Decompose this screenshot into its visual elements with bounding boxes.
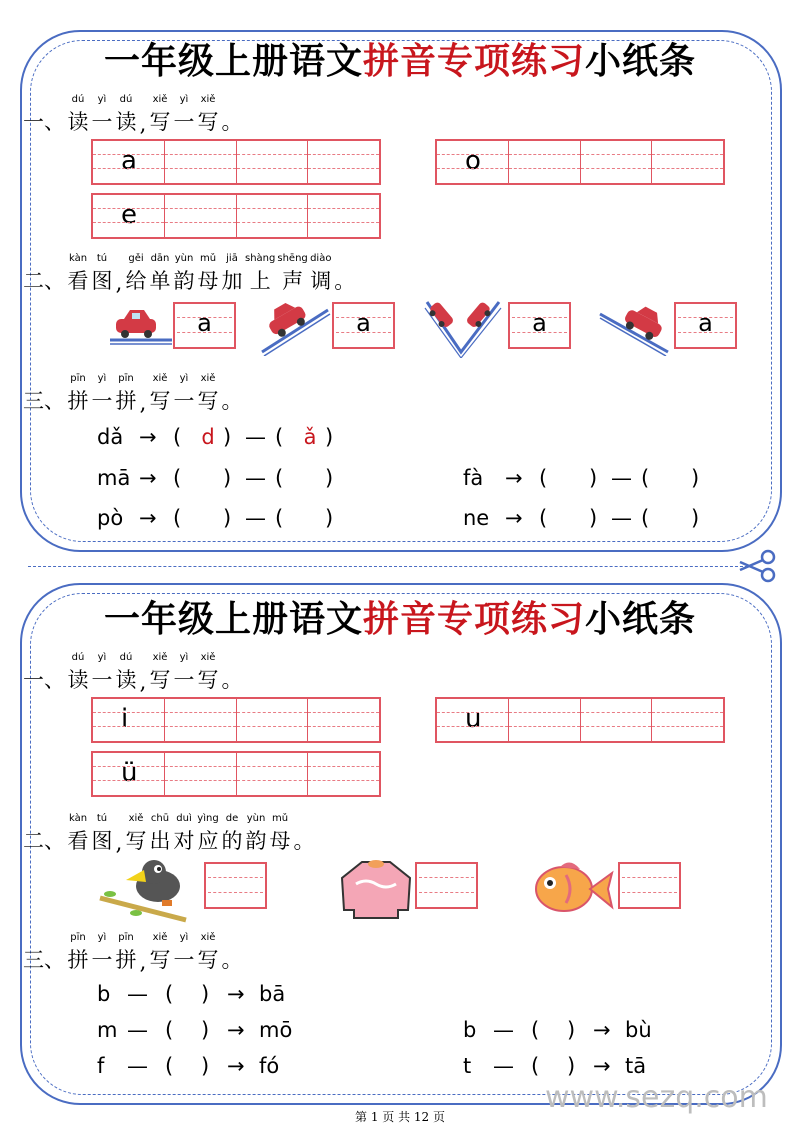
- hanzi: ,: [139, 112, 147, 136]
- pinyin-row: [463, 505, 699, 531]
- pinyin-annotation: xiě: [152, 373, 168, 384]
- annotated-char: [244, 812, 268, 855]
- answer[interactable]: d: [201, 425, 215, 449]
- title-part: 一年级上册语文: [103, 598, 363, 640]
- pinyin-annotation: xiě: [200, 373, 216, 384]
- pinyin-annotation: xiě: [200, 932, 216, 943]
- title-part: 小纸条: [585, 598, 697, 640]
- annotated-char: [292, 812, 316, 855]
- pinyin-row: [463, 1017, 652, 1043]
- pinyin-row: [97, 1053, 279, 1079]
- row-token: mō: [259, 1018, 293, 1042]
- pinyin-row: [463, 465, 699, 491]
- annotated-char: [172, 651, 196, 694]
- section-3-heading: [22, 372, 244, 415]
- strip-1-title: [0, 40, 800, 82]
- annotated-char: [220, 93, 244, 136]
- title-highlight: 拼音专项练习: [362, 40, 585, 82]
- row-token: ): [325, 425, 334, 449]
- row-token: —: [611, 466, 632, 490]
- pinyin-annotation: jiā: [226, 253, 238, 264]
- hanzi: 拼: [67, 948, 89, 972]
- section-1-heading: [22, 651, 244, 694]
- hanzi: 韵: [245, 829, 267, 853]
- section-number: 一、: [23, 110, 65, 134]
- row-token: (: [531, 1018, 540, 1042]
- hanzi: 写: [149, 668, 171, 692]
- hanzi: 写: [197, 389, 219, 413]
- annotated-char: [196, 93, 220, 136]
- row-token: (: [275, 425, 284, 449]
- row-token: (: [531, 1054, 540, 1078]
- annotated-char: [244, 252, 276, 295]
- row-token: ): [223, 425, 232, 449]
- pinyin-annotation: dú: [119, 652, 133, 663]
- hanzi: 一: [91, 668, 113, 692]
- row-token: →: [227, 982, 245, 1006]
- row-token: ): [201, 1054, 210, 1078]
- pinyin-annotation: tú: [96, 813, 108, 824]
- row-token: —: [127, 1018, 148, 1042]
- row-token: ): [567, 1018, 576, 1042]
- row-token: b: [463, 1018, 477, 1042]
- answer-box: [204, 862, 267, 909]
- pinyin-annotation: pīn: [118, 373, 134, 384]
- row-token: (: [165, 1018, 174, 1042]
- hanzi: 的: [221, 829, 243, 853]
- pinyin-annotation: yì: [97, 932, 107, 943]
- annotated-char: [196, 252, 220, 295]
- row-token: —: [493, 1018, 514, 1042]
- annotated-char: [138, 99, 148, 136]
- annotated-char: [90, 651, 114, 694]
- annotated-char: [66, 931, 90, 974]
- hanzi: 看: [67, 269, 89, 293]
- annotated-char: [114, 372, 138, 415]
- writing-grid: [435, 697, 725, 743]
- hanzi: 一: [173, 948, 195, 972]
- pinyin-annotation: dān: [150, 253, 170, 264]
- row-token: (: [165, 982, 174, 1006]
- pinyin-annotation: tú: [96, 253, 108, 264]
- hanzi: ,: [139, 950, 147, 974]
- writing-grid: [91, 751, 381, 797]
- annotated-char: [220, 372, 244, 415]
- annotated-char: [90, 812, 114, 855]
- hanzi: ,: [139, 391, 147, 415]
- hanzi: 读: [115, 668, 137, 692]
- hanzi: 读: [67, 668, 89, 692]
- annotated-char: [172, 252, 196, 295]
- pinyin-annotation: diào: [310, 253, 332, 264]
- annotated-char: [333, 252, 357, 295]
- pinyin-row: [463, 1053, 646, 1079]
- row-token: →: [227, 1054, 245, 1078]
- hanzi: 母: [269, 829, 291, 853]
- annotated-char: [220, 651, 244, 694]
- grid-letter: ü: [121, 758, 138, 788]
- hanzi: 。: [221, 110, 243, 134]
- hanzi: 写: [197, 948, 219, 972]
- row-token: ne: [463, 506, 490, 530]
- pinyin-annotation: duì: [176, 813, 192, 824]
- annotated-char: [172, 372, 196, 415]
- hanzi: 写: [125, 829, 147, 853]
- hanzi: 上: [249, 269, 271, 293]
- row-token: dǎ: [97, 425, 124, 449]
- section-number: 二、: [23, 269, 65, 293]
- row-token: (: [539, 466, 548, 490]
- pinyin-annotation: yùn: [246, 813, 266, 824]
- hanzi: 写: [197, 668, 219, 692]
- hanzi: 一: [91, 389, 113, 413]
- answer-box: [618, 862, 681, 909]
- hanzi: 韵: [173, 269, 195, 293]
- annotated-char: [114, 651, 138, 694]
- hanzi: ,: [139, 670, 147, 694]
- pinyin-row: [97, 465, 333, 491]
- annotated-char: [196, 931, 220, 974]
- row-token: —: [493, 1054, 514, 1078]
- section-3-heading: [22, 931, 244, 974]
- pinyin-annotation: shàng: [245, 253, 276, 264]
- pinyin-annotation: xiě: [200, 652, 216, 663]
- hanzi: ,: [115, 831, 123, 855]
- sweater-icon: [340, 858, 412, 920]
- section-number: 一、: [23, 668, 65, 692]
- annotated-char: [268, 812, 292, 855]
- row-token: →: [139, 425, 157, 449]
- row-token: ): [691, 506, 700, 530]
- row-token: →: [505, 466, 523, 490]
- pinyin-row: [97, 981, 285, 1007]
- hanzi: 一: [91, 110, 113, 134]
- row-token: f: [97, 1054, 105, 1078]
- answer-box: [415, 862, 478, 909]
- tone-box: [508, 302, 571, 349]
- car-flat-tone1-icon: [108, 305, 174, 345]
- tone-box: [674, 302, 737, 349]
- pinyin-annotation: kàn: [68, 253, 88, 264]
- annotated-char: [148, 372, 172, 415]
- hanzi: 。: [221, 389, 243, 413]
- hanzi: 出: [149, 829, 171, 853]
- hanzi: 应: [197, 829, 219, 853]
- pinyin-annotation: xiě: [152, 94, 168, 105]
- annotated-char: [276, 252, 308, 295]
- row-token: →: [505, 506, 523, 530]
- writing-grid: [91, 697, 381, 743]
- annotated-char: [66, 812, 90, 855]
- section-1-heading: [22, 93, 244, 136]
- cut-line: [28, 566, 748, 567]
- pinyin-annotation: xiě: [152, 652, 168, 663]
- pinyin-annotation: dú: [71, 94, 85, 105]
- box-letter: a: [197, 309, 212, 337]
- pinyin-annotation: kàn: [68, 813, 88, 824]
- row-token: —: [245, 466, 266, 490]
- hanzi: 读: [115, 110, 137, 134]
- row-token: pò: [97, 506, 124, 530]
- pinyin-annotation: dú: [71, 652, 85, 663]
- row-token: →: [227, 1018, 245, 1042]
- annotated-char: [114, 93, 138, 136]
- row-token: ): [567, 1054, 576, 1078]
- hanzi: 拼: [115, 948, 137, 972]
- hanzi: 看: [67, 829, 89, 853]
- pinyin-row: [97, 505, 333, 531]
- row-token: ): [325, 506, 334, 530]
- annotated-char: [66, 252, 90, 295]
- hanzi: 加: [221, 269, 243, 293]
- box-letter: a: [698, 309, 713, 337]
- hanzi: ,: [115, 271, 123, 295]
- row-token: m: [97, 1018, 118, 1042]
- annotated-char: [114, 818, 124, 855]
- annotated-char: [220, 812, 244, 855]
- scissors-icon: [738, 548, 778, 584]
- annotated-char: [309, 252, 333, 295]
- annotated-char: [172, 931, 196, 974]
- row-token: b: [97, 982, 111, 1006]
- hanzi: 母: [197, 269, 219, 293]
- pinyin-row: [97, 424, 333, 450]
- pinyin-annotation: yìng: [197, 813, 219, 824]
- hanzi: 写: [197, 110, 219, 134]
- hanzi: 一: [173, 110, 195, 134]
- hanzi: 写: [149, 389, 171, 413]
- hanzi: 给: [125, 269, 147, 293]
- annotated-char: [90, 93, 114, 136]
- row-token: —: [127, 982, 148, 1006]
- row-token: bù: [625, 1018, 652, 1042]
- hanzi: 调: [310, 269, 332, 293]
- box-letter: a: [532, 309, 547, 337]
- pinyin-annotation: xiě: [200, 94, 216, 105]
- tone-box: [173, 302, 236, 349]
- row-token: ): [691, 466, 700, 490]
- pinyin-annotation: gěi: [128, 253, 144, 264]
- pinyin-row: [97, 1017, 292, 1043]
- annotated-char: [138, 937, 148, 974]
- car-falling-tone4-icon: [598, 300, 672, 356]
- strip-2-title: [0, 598, 800, 640]
- annotated-char: [148, 252, 172, 295]
- row-token: bā: [259, 982, 286, 1006]
- row-token: fà: [463, 466, 484, 490]
- pinyin-annotation: yì: [179, 94, 189, 105]
- crow-icon: [96, 856, 196, 924]
- pinyin-annotation: yì: [97, 94, 107, 105]
- row-token: →: [139, 506, 157, 530]
- writing-grid: [91, 193, 381, 239]
- writing-grid: [435, 139, 725, 185]
- grid-letter: i: [121, 704, 129, 734]
- pinyin-annotation: yì: [179, 373, 189, 384]
- annotated-char: [172, 93, 196, 136]
- watermark: www.sezq.com: [545, 1080, 768, 1115]
- tone-box: [332, 302, 395, 349]
- row-token: (: [275, 506, 284, 530]
- hanzi: 读: [67, 110, 89, 134]
- hanzi: 写: [149, 110, 171, 134]
- hanzi: 一: [173, 668, 195, 692]
- hanzi: 一: [173, 389, 195, 413]
- car-dip-tone3-icon: [423, 296, 503, 358]
- annotated-char: [148, 651, 172, 694]
- annotated-char: [90, 372, 114, 415]
- row-token: ): [325, 466, 334, 490]
- annotated-char: [172, 812, 196, 855]
- row-token: →: [593, 1054, 611, 1078]
- row-token: (: [173, 506, 182, 530]
- grid-letter: o: [465, 146, 481, 176]
- annotated-char: [138, 378, 148, 415]
- pinyin-annotation: pīn: [70, 373, 86, 384]
- annotated-char: [196, 372, 220, 415]
- row-token: →: [593, 1018, 611, 1042]
- annotated-char: [148, 93, 172, 136]
- row-token: tā: [625, 1054, 647, 1078]
- row-token: ): [589, 466, 598, 490]
- pinyin-annotation: mǔ: [199, 253, 217, 264]
- annotated-char: [124, 812, 148, 855]
- hanzi: 拼: [115, 389, 137, 413]
- row-token: ): [201, 982, 210, 1006]
- pinyin-annotation: yì: [97, 652, 107, 663]
- pinyin-annotation: chū: [150, 813, 170, 824]
- fish-icon: [530, 855, 614, 921]
- row-token: (: [275, 466, 284, 490]
- pinyin-annotation: de: [225, 813, 239, 824]
- pinyin-annotation: dú: [119, 94, 133, 105]
- row-token: (: [641, 506, 650, 530]
- annotated-char: [114, 931, 138, 974]
- annotated-char: [66, 93, 90, 136]
- row-token: mā: [97, 466, 131, 490]
- annotated-char: [196, 651, 220, 694]
- pinyin-annotation: yì: [179, 932, 189, 943]
- pinyin-annotation: pīn: [118, 932, 134, 943]
- annotated-char: [220, 931, 244, 974]
- row-token: (: [173, 466, 182, 490]
- annotated-char: [90, 931, 114, 974]
- annotated-char: [66, 372, 90, 415]
- section-number: 三、: [23, 389, 65, 413]
- annotated-char: [138, 657, 148, 694]
- annotated-char: [114, 258, 124, 295]
- row-token: (: [173, 425, 182, 449]
- row-token: ): [223, 506, 232, 530]
- annotated-char: [196, 812, 220, 855]
- hanzi: 写: [149, 948, 171, 972]
- writing-grid: [91, 139, 381, 185]
- title-part: 一年级上册语文: [103, 40, 363, 82]
- row-token: —: [245, 506, 266, 530]
- row-token: t: [463, 1054, 472, 1078]
- section-2-heading: [22, 812, 316, 855]
- section-number: 三、: [23, 948, 65, 972]
- row-token: fó: [259, 1054, 280, 1078]
- annotated-char: [148, 931, 172, 974]
- hanzi: 。: [293, 829, 315, 853]
- hanzi: 。: [334, 269, 356, 293]
- pinyin-annotation: mǔ: [271, 813, 289, 824]
- pinyin-annotation: pīn: [70, 932, 86, 943]
- pinyin-annotation: yì: [179, 652, 189, 663]
- hanzi: 图: [91, 829, 113, 853]
- annotated-char: [66, 651, 90, 694]
- pinyin-annotation: yùn: [174, 253, 194, 264]
- pinyin-annotation: shēng: [277, 253, 308, 264]
- hanzi: 拼: [67, 389, 89, 413]
- pinyin-annotation: yì: [97, 373, 107, 384]
- grid-letter: u: [465, 704, 482, 734]
- hanzi: 图: [91, 269, 113, 293]
- row-token: —: [245, 425, 266, 449]
- title-highlight: 拼音专项练习: [362, 598, 585, 640]
- hanzi: 。: [221, 948, 243, 972]
- section-number: 二、: [23, 829, 65, 853]
- grid-letter: a: [121, 146, 137, 176]
- hanzi: 一: [91, 948, 113, 972]
- box-letter: a: [356, 309, 371, 337]
- grid-letter: e: [121, 200, 137, 230]
- row-token: —: [127, 1054, 148, 1078]
- hanzi: 声: [282, 269, 304, 293]
- row-token: ): [589, 506, 598, 530]
- row-token: ): [223, 466, 232, 490]
- row-token: (: [641, 466, 650, 490]
- pinyin-annotation: xiě: [128, 813, 144, 824]
- section-2-heading: [22, 252, 357, 295]
- pinyin-annotation: xiě: [152, 932, 168, 943]
- row-token: →: [139, 466, 157, 490]
- page-footer: 第 1 页 共 12 页: [355, 1110, 445, 1124]
- annotated-char: [220, 252, 244, 295]
- hanzi: 对: [173, 829, 195, 853]
- annotated-char: [90, 252, 114, 295]
- row-token: (: [539, 506, 548, 530]
- row-token: ): [201, 1018, 210, 1042]
- hanzi: 单: [149, 269, 171, 293]
- row-token: —: [611, 506, 632, 530]
- car-rising-tone2-icon: [258, 298, 332, 356]
- title-part: 小纸条: [585, 40, 697, 82]
- annotated-char: [124, 252, 148, 295]
- hanzi: 。: [221, 668, 243, 692]
- annotated-char: [148, 812, 172, 855]
- row-token: (: [165, 1054, 174, 1078]
- answer[interactable]: ǎ: [303, 425, 317, 449]
